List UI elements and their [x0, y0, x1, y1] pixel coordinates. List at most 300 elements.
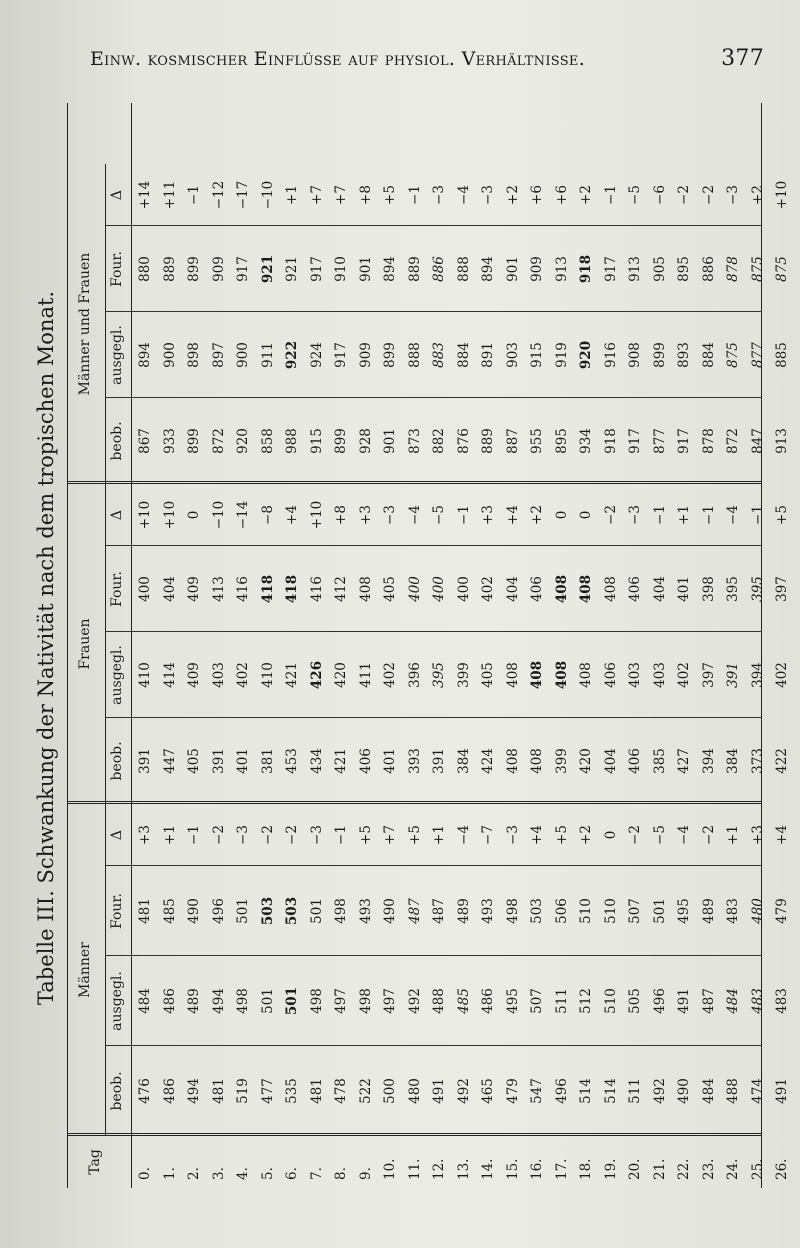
table-cell: −3 — [431, 185, 447, 205]
table-cell: 514 — [602, 1078, 619, 1104]
table-cell: 492 — [651, 1078, 668, 1104]
table-cell: 922 — [284, 340, 300, 370]
table-cell: 899 — [651, 342, 668, 368]
table-cell: +4 — [774, 825, 790, 845]
running-head-title: Einw. kosmischer Einflüsse auf physiol. Verhältnisse. — [90, 48, 586, 70]
table-cell: 875 — [774, 256, 790, 282]
table-cell: 483 — [725, 898, 741, 924]
table-cell: 465 — [480, 1078, 496, 1104]
data-table — [67, 103, 790, 1188]
table-cell: 420 — [333, 662, 349, 688]
table-cell: 497 — [333, 988, 349, 1014]
header-group-1: Frauen — [77, 618, 93, 670]
table-cell: 483 — [749, 988, 766, 1014]
table-cell: +7 — [308, 185, 325, 205]
table-cell: 514 — [578, 1078, 594, 1104]
table-cell: 400 — [455, 576, 472, 602]
table-cell: 910 — [333, 256, 349, 282]
header-group-0: Männer — [77, 942, 93, 998]
table-cell: 488 — [431, 988, 447, 1014]
table-cell: 915 — [308, 428, 325, 454]
table-cell: +5 — [774, 505, 790, 525]
table-cell: 408 — [553, 660, 570, 690]
table-cell: 413 — [210, 576, 227, 602]
table-cell: 487 — [406, 898, 423, 924]
table-cell: 404 — [651, 576, 668, 602]
table-cell: 434 — [308, 748, 325, 774]
table-cell: 492 — [406, 988, 423, 1014]
table-cell: 427 — [676, 748, 692, 774]
table-cell: +1 — [676, 505, 692, 525]
table-cell: −3 — [235, 825, 251, 845]
table-cell: 913 — [553, 256, 570, 282]
table-cell: +4 — [529, 825, 545, 845]
table-cell: 373 — [749, 748, 766, 774]
row-tag: 2. — [186, 1167, 202, 1180]
header-col-2-1: ausgegl. — [109, 325, 125, 385]
table-cell: 924 — [308, 342, 325, 368]
table-cell: 492 — [455, 1078, 472, 1104]
table-cell: −3 — [504, 825, 521, 845]
table-cell: 476 — [137, 1078, 153, 1104]
table-cell: +10 — [161, 500, 178, 530]
table-title: Tabelle III. Schwankung der Nativität nach dem tropischen Monat. — [34, 290, 58, 1006]
table-cell: 503 — [529, 898, 545, 924]
row-tag: 8. — [333, 1167, 349, 1180]
row-tag: 16. — [529, 1158, 545, 1180]
table-cell: 899 — [186, 256, 202, 282]
table-cell: 489 — [186, 988, 202, 1014]
table-cell: 909 — [529, 256, 545, 282]
table-cell: 400 — [137, 576, 153, 602]
table-cell: 399 — [455, 662, 472, 688]
table-cell: −5 — [627, 185, 643, 205]
table-cell: 507 — [529, 988, 545, 1014]
table-cell: 406 — [602, 662, 619, 688]
table-cell: 498 — [504, 898, 521, 924]
table-cell: 487 — [700, 988, 717, 1014]
table-cell: 505 — [627, 988, 643, 1014]
table-cell: 501 — [284, 986, 300, 1016]
table-cell: +10 — [137, 500, 153, 530]
table-cell: 901 — [504, 256, 521, 282]
row-tag: 3. — [210, 1167, 227, 1180]
table-cell: 900 — [235, 342, 251, 368]
table-cell: 414 — [161, 662, 178, 688]
row-tag: 7. — [308, 1167, 325, 1180]
row-tag: 23. — [700, 1158, 717, 1180]
table-cell: 421 — [333, 748, 349, 774]
row-tag: 24. — [725, 1158, 741, 1180]
table-cell: 547 — [529, 1078, 545, 1104]
table-cell: +11 — [161, 180, 178, 210]
table-cell: 486 — [480, 988, 496, 1014]
table-cell: 479 — [504, 1078, 521, 1104]
table-cell: 418 — [259, 574, 276, 604]
header-col-0-2: Four. — [109, 893, 125, 929]
table-cell: +10 — [308, 500, 325, 530]
table-cell: −4 — [406, 505, 423, 525]
table-cell: 408 — [529, 660, 545, 690]
rule-header — [131, 103, 132, 1188]
table-cell: 510 — [578, 898, 594, 924]
table-cell: −17 — [235, 180, 251, 210]
table-cell: 900 — [161, 342, 178, 368]
rule-group-2 — [105, 164, 106, 484]
table-cell: 484 — [725, 988, 741, 1014]
table-cell: +3 — [749, 825, 766, 845]
table-cell: 955 — [529, 428, 545, 454]
table-cell: 503 — [284, 896, 300, 926]
table-cell: +3 — [480, 505, 496, 525]
table-cell: −2 — [210, 825, 227, 845]
table-cell: 501 — [651, 898, 668, 924]
table-cell: 481 — [308, 1078, 325, 1104]
table-cell: −1 — [700, 505, 717, 525]
table-cell: 416 — [308, 576, 325, 602]
table-cell: 498 — [357, 988, 374, 1014]
row-tag: 4. — [235, 1167, 251, 1180]
table-cell: 474 — [749, 1078, 766, 1104]
table-cell: 486 — [161, 988, 178, 1014]
table-cell: 409 — [186, 576, 202, 602]
table-cell: +3 — [137, 825, 153, 845]
table-cell: 909 — [210, 256, 227, 282]
table-cell: 391 — [137, 748, 153, 774]
table-cell: 901 — [382, 428, 398, 454]
table-cell: +8 — [333, 505, 349, 525]
table-cell: 917 — [308, 256, 325, 282]
table-cell: 405 — [382, 576, 398, 602]
table-cell: 915 — [529, 342, 545, 368]
table-cell: 395 — [725, 576, 741, 602]
table-cell: 489 — [455, 898, 472, 924]
table-cell: −12 — [210, 180, 227, 210]
table-cell: −3 — [725, 185, 741, 205]
table-cell: 911 — [259, 342, 276, 368]
table-cell: 490 — [676, 1078, 692, 1104]
table-cell: 447 — [161, 748, 178, 774]
table-cell: 887 — [504, 428, 521, 454]
table-cell: −1 — [455, 505, 472, 525]
table-cell: 402 — [480, 576, 496, 602]
table-cell: 402 — [382, 662, 398, 688]
table-cell: 899 — [382, 342, 398, 368]
table-cell: 886 — [431, 256, 447, 282]
table-cell: 501 — [308, 898, 325, 924]
header-group-2: Männer und Frauen — [77, 252, 93, 396]
table-cell: −3 — [382, 505, 398, 525]
table-cell: 988 — [284, 428, 300, 454]
table-cell: 888 — [406, 342, 423, 368]
table-cell: 391 — [725, 662, 741, 688]
table-cell: 503 — [259, 896, 276, 926]
table-cell: −5 — [651, 825, 668, 845]
table-cell: 409 — [186, 662, 202, 688]
table-cell: 485 — [161, 898, 178, 924]
table-cell: 913 — [627, 256, 643, 282]
table-cell: −2 — [700, 185, 717, 205]
table-cell: −2 — [627, 825, 643, 845]
table-cell: 918 — [602, 428, 619, 454]
table-cell: 921 — [284, 256, 300, 282]
table-cell: 496 — [210, 898, 227, 924]
table-cell: −6 — [651, 185, 668, 205]
table-cell: 398 — [700, 576, 717, 602]
table-cell: −3 — [480, 185, 496, 205]
table-cell: 484 — [700, 1078, 717, 1104]
table-cell: +2 — [504, 185, 521, 205]
table-cell: 484 — [137, 988, 153, 1014]
table-cell: 401 — [382, 748, 398, 774]
running-head — [90, 42, 780, 82]
table-cell: +10 — [774, 180, 790, 210]
table-cell: −4 — [455, 825, 472, 845]
header-col-2-0: beob. — [109, 421, 125, 461]
table-cell: 500 — [382, 1078, 398, 1104]
table-cell: 408 — [602, 576, 619, 602]
table-cell: 510 — [602, 898, 619, 924]
table-cell: 481 — [137, 898, 153, 924]
table-cell: +2 — [749, 185, 766, 205]
table-cell: +1 — [284, 185, 300, 205]
table-cell: 453 — [284, 748, 300, 774]
table-cell: 873 — [406, 428, 423, 454]
table-cell: 880 — [137, 256, 153, 282]
table-cell: −2 — [284, 825, 300, 845]
table-cell: 506 — [553, 898, 570, 924]
row-tag: 22. — [676, 1158, 692, 1180]
table-cell: 884 — [700, 342, 717, 368]
table-cell: −2 — [259, 825, 276, 845]
row-tag: 0. — [137, 1167, 153, 1180]
table-cell: +7 — [382, 825, 398, 845]
table-cell: 0 — [553, 510, 570, 520]
table-cell: 403 — [627, 662, 643, 688]
page-number: 377 — [721, 46, 764, 71]
row-tag: 1. — [161, 1167, 178, 1180]
table-cell: 877 — [749, 342, 766, 368]
header-col-2-3: Δ — [109, 189, 125, 201]
table-cell: +3 — [357, 505, 374, 525]
table-cell: +2 — [529, 505, 545, 525]
table-cell: 894 — [382, 256, 398, 282]
table-cell: 489 — [700, 898, 717, 924]
table-cell: 408 — [578, 574, 594, 604]
table-cell: 891 — [480, 342, 496, 368]
table-cell: −1 — [333, 825, 349, 845]
table-cell: 498 — [235, 988, 251, 1014]
table-cell: −1 — [406, 185, 423, 205]
table-cell: 421 — [284, 662, 300, 688]
table-cell: 400 — [431, 576, 447, 602]
table-cell: 876 — [455, 428, 472, 454]
table-cell: 0 — [578, 510, 594, 520]
table-cell: 493 — [357, 898, 374, 924]
table-cell: 928 — [357, 428, 374, 454]
table-cell: −8 — [259, 505, 276, 525]
table-cell: 385 — [651, 748, 668, 774]
table-cell: 905 — [651, 256, 668, 282]
table-cell: 0 — [602, 830, 619, 840]
table-cell: 875 — [749, 256, 766, 282]
table-cell: 917 — [676, 428, 692, 454]
table-cell: 410 — [259, 662, 276, 688]
table-cell: 416 — [235, 576, 251, 602]
rule-group-1 — [105, 484, 106, 804]
table-cell: 888 — [455, 256, 472, 282]
table-cell: 895 — [553, 428, 570, 454]
table-cell: 519 — [235, 1078, 251, 1104]
table-cell: 491 — [676, 988, 692, 1014]
table-cell: −2 — [700, 825, 717, 845]
table-cell: 917 — [602, 256, 619, 282]
table-cell: 477 — [259, 1078, 276, 1104]
table-cell: +5 — [553, 825, 570, 845]
table-cell: 424 — [480, 748, 496, 774]
table-cell: 480 — [406, 1078, 423, 1104]
table-cell: 497 — [382, 988, 398, 1014]
table-cell: 404 — [504, 576, 521, 602]
table-cell: +6 — [553, 185, 570, 205]
table-cell: 872 — [725, 428, 741, 454]
table-cell: 909 — [357, 342, 374, 368]
table-cell: 510 — [602, 988, 619, 1014]
table-cell: 480 — [749, 898, 766, 924]
row-tag: 21. — [651, 1158, 668, 1180]
table-cell: 897 — [210, 342, 227, 368]
row-tag: 17. — [553, 1158, 570, 1180]
row-tag: 19. — [602, 1158, 619, 1180]
table-cell: 872 — [210, 428, 227, 454]
table-cell: 408 — [504, 662, 521, 688]
rule-group-0 — [105, 804, 106, 1136]
table-cell: 920 — [235, 428, 251, 454]
table-cell: 498 — [308, 988, 325, 1014]
table-cell: 406 — [529, 576, 545, 602]
table-cell: 381 — [259, 748, 276, 774]
table-cell: 394 — [749, 662, 766, 688]
table-cell: 408 — [553, 574, 570, 604]
table-cell: 894 — [480, 256, 496, 282]
row-tag: 14. — [480, 1158, 496, 1180]
table-cell: −3 — [308, 825, 325, 845]
table-cell: −4 — [725, 505, 741, 525]
table-cell: 488 — [725, 1078, 741, 1104]
table-cell: 402 — [774, 662, 790, 688]
row-tag: 10. — [382, 1158, 398, 1180]
table-cell: 921 — [259, 254, 276, 284]
table-cell: 411 — [357, 662, 374, 688]
table-cell: 410 — [137, 662, 153, 688]
header-col-1-2: Four. — [109, 571, 125, 607]
table-cell: 917 — [333, 342, 349, 368]
table-cell: 396 — [406, 662, 423, 688]
table-cell: +4 — [284, 505, 300, 525]
table-cell: 479 — [774, 898, 790, 924]
header-col-0-1: ausgegl. — [109, 971, 125, 1031]
table-cell: 920 — [578, 340, 594, 370]
row-tag: 20. — [627, 1158, 643, 1180]
table-cell: 485 — [455, 988, 472, 1014]
table-cell: 878 — [725, 256, 741, 282]
table-cell: 878 — [700, 428, 717, 454]
table-cell: 893 — [676, 342, 692, 368]
table-cell: 404 — [602, 748, 619, 774]
row-tag: 6. — [284, 1167, 300, 1180]
table-cell: 406 — [357, 748, 374, 774]
table-cell: 481 — [210, 1078, 227, 1104]
rule-top — [67, 103, 68, 1188]
table-cell: 408 — [357, 576, 374, 602]
table-cell: 895 — [676, 256, 692, 282]
rotated-table — [25, 98, 790, 1198]
table-cell: 867 — [137, 428, 153, 454]
row-tag: 11. — [406, 1158, 423, 1180]
row-tag: 26. — [774, 1158, 790, 1180]
table-cell: 491 — [774, 1078, 790, 1104]
table-cell: 898 — [186, 342, 202, 368]
table-cell: +5 — [406, 825, 423, 845]
table-cell: 885 — [774, 342, 790, 368]
table-cell: 402 — [676, 662, 692, 688]
table-cell: 393 — [406, 748, 423, 774]
table-cell: 406 — [627, 748, 643, 774]
table-cell: +6 — [529, 185, 545, 205]
table-cell: 512 — [578, 988, 594, 1014]
table-cell: 916 — [602, 342, 619, 368]
table-cell: 919 — [553, 342, 570, 368]
header-col-0-3: Δ — [109, 829, 125, 841]
table-cell: −7 — [480, 825, 496, 845]
table-cell: 495 — [676, 898, 692, 924]
table-cell: −4 — [455, 185, 472, 205]
table-cell: 408 — [578, 662, 594, 688]
table-cell: 401 — [676, 576, 692, 602]
table-cell: −2 — [602, 505, 619, 525]
table-cell: 402 — [235, 662, 251, 688]
table-cell: 403 — [210, 662, 227, 688]
table-cell: 406 — [627, 576, 643, 602]
table-cell: −1 — [602, 185, 619, 205]
header-col-1-3: Δ — [109, 509, 125, 521]
table-cell: +5 — [382, 185, 398, 205]
header-tag: Tag — [87, 1149, 103, 1175]
table-cell: +1 — [725, 825, 741, 845]
table-cell: 412 — [333, 576, 349, 602]
row-tag: 13. — [455, 1158, 472, 1180]
table-cell: 511 — [553, 988, 570, 1014]
table-cell: 883 — [431, 342, 447, 368]
table-cell: 491 — [431, 1078, 447, 1104]
table-cell: 478 — [333, 1078, 349, 1104]
table-cell: 858 — [259, 428, 276, 454]
table-cell: 493 — [480, 898, 496, 924]
table-cell: +5 — [357, 825, 374, 845]
table-cell: 507 — [627, 898, 643, 924]
table-cell: +2 — [578, 825, 594, 845]
row-tag: 15. — [504, 1158, 521, 1180]
table-cell: +4 — [504, 505, 521, 525]
table-cell: +1 — [431, 825, 447, 845]
table-cell: 522 — [357, 1078, 374, 1104]
table-cell: 490 — [382, 898, 398, 924]
table-cell: 405 — [186, 748, 202, 774]
table-cell: 494 — [186, 1078, 202, 1104]
table-cell: 397 — [700, 662, 717, 688]
table-cell: 877 — [651, 428, 668, 454]
table-cell: 894 — [137, 342, 153, 368]
